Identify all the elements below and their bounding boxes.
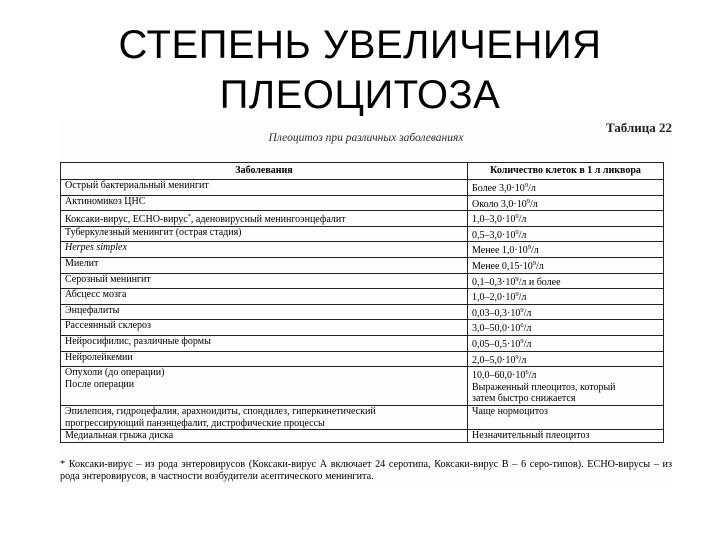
disease-text: Опухоли (до операции) <box>65 367 165 379</box>
value-text: 0,5–3,0·10 <box>472 229 516 241</box>
disease-cell <box>61 335 468 351</box>
disease-text: Актиномикоз ЦНС <box>65 195 146 207</box>
value-cell <box>468 320 664 336</box>
table-header-row <box>61 163 664 180</box>
value-exponent: 9 <box>520 337 524 345</box>
value-unit: /л <box>518 354 527 366</box>
value-text: 0,05–0,5·10 <box>472 338 521 350</box>
disease-text: Абсцесс мозга <box>65 289 127 301</box>
slide-title-line-2: ПЛЕОЦИТОЗА <box>219 73 501 117</box>
value-exponent: 6 <box>525 369 529 377</box>
value-cell <box>468 257 664 273</box>
value-cell: Чаще нормоцитоз <box>468 405 664 429</box>
value-text: 2,0–5,0·10 <box>472 354 516 366</box>
value-exponent: 9 <box>520 306 524 314</box>
disease-text: Коксаки-вирус, ECHO-вирус <box>65 214 188 226</box>
table-number: Таблица 22 <box>605 120 672 135</box>
disease-cell: Медиальная грыжа диска <box>61 430 468 443</box>
value-exponent: 9 <box>515 213 519 221</box>
value-text: затем быстро снижается <box>472 393 576 405</box>
value-cell <box>468 180 664 196</box>
table-caption: Плеоцитоз при различных заболеваниях <box>268 132 464 144</box>
table-row <box>61 211 664 227</box>
disease-text: Острый бактериальный менингит <box>65 180 209 191</box>
value-text: 10,0–60,0·10 <box>472 370 526 382</box>
table-row <box>61 273 664 289</box>
value-text: Выраженный плеоцитоз, который <box>472 381 616 393</box>
value-text: 3,0–50,0·10 <box>472 323 521 335</box>
header-diseases: Заболевания <box>61 163 468 180</box>
disease-cell <box>61 289 468 305</box>
value-text: Менее 0,15·10 <box>472 260 533 272</box>
footnote-marker: * <box>187 213 191 221</box>
disease-text: Рассеянный склероз <box>65 320 151 332</box>
value-exponent: 9 <box>532 259 537 267</box>
value-exponent: 9 <box>515 291 519 299</box>
table-row-tumors <box>61 367 664 406</box>
table-row <box>61 304 664 320</box>
table-row <box>61 289 664 305</box>
value-unit: /л <box>528 370 537 382</box>
disease-text: Herpes simplex <box>65 242 127 254</box>
disease-cell <box>61 180 468 196</box>
disease-cell <box>61 195 468 211</box>
value-text: Менее 1,0·10 <box>472 245 528 257</box>
value-exponent: 9 <box>527 244 532 252</box>
value-cell <box>468 195 664 211</box>
disease-text: Туберкулезный менингит (острая стадия) <box>65 226 242 238</box>
value-cell <box>468 273 664 289</box>
disease-cell <box>61 367 468 406</box>
value-unit: /л <box>536 260 544 272</box>
disease-cell <box>61 320 468 336</box>
table-row <box>61 320 664 336</box>
value-unit: /л <box>531 245 539 257</box>
value-unit: /л <box>523 338 532 350</box>
table-row <box>61 242 664 258</box>
slide-title-line-1: СТЕПЕНЬ УВЕЛИЧЕНИЯ <box>118 23 602 67</box>
disease-text: Эпилепсия, гидроцефалия, арахноидиты, спондилез, гиперкинетический <box>65 405 376 417</box>
value-unit: /л <box>523 307 532 319</box>
disease-text: Нейролейкемии <box>65 351 133 363</box>
value-cell <box>468 242 664 258</box>
disease-cell <box>61 226 468 242</box>
value-text: Около 3,0·10 <box>472 198 527 210</box>
table-row <box>61 180 664 196</box>
disease-cell <box>61 304 468 320</box>
value-unit: /л <box>528 183 536 194</box>
table-row-epilepsy <box>61 405 664 429</box>
disease-text: Энцефалиты <box>65 304 120 316</box>
disease-text: , аденовирусный менингоэнцефалит <box>190 214 346 226</box>
value-unit: /л <box>518 292 527 304</box>
value-exponent: 9 <box>515 353 519 361</box>
table-row <box>61 257 664 273</box>
table-footnote: * Коксаки-вирус – из рода энтеровирусов (Коксаки-вирус А включает 24 серотипа, Коксаки-вирус В – 6 серо-типов). ECHO-вирусы – из рода энтеровирусов, в частности возбудители асептического менингита. <box>60 459 672 482</box>
value-text: 1,0–3,0·10 <box>472 214 516 226</box>
disease-cell <box>61 211 468 227</box>
value-text: Более 3,0·10 <box>472 183 525 194</box>
value-cell <box>468 304 664 320</box>
value-text: 0,1–0,3·10 <box>472 276 516 288</box>
value-exponent: 9 <box>524 182 529 189</box>
value-text: 1,0–2,0·10 <box>472 292 516 304</box>
pleocytosis-table <box>60 162 664 443</box>
value-cell <box>468 211 664 227</box>
value-exponent: 6 <box>520 322 524 330</box>
value-cell <box>468 335 664 351</box>
value-unit: /л <box>530 198 538 210</box>
table-row <box>61 195 664 211</box>
value-unit: /л и более <box>518 276 561 288</box>
table-row <box>61 351 664 367</box>
value-cell <box>468 351 664 367</box>
disease-cell <box>61 351 468 367</box>
scanned-table-image <box>60 120 672 482</box>
value-exponent: 9 <box>515 275 519 283</box>
value-exponent: 9 <box>526 197 531 205</box>
value-cell <box>468 367 664 406</box>
value-unit: /л <box>518 229 527 241</box>
disease-cell <box>61 405 468 429</box>
disease-text: прогрессирующий панэнцефалит, дистрофические процессы <box>65 417 325 429</box>
disease-cell <box>61 242 468 258</box>
table-row-disc-hernia <box>61 430 664 443</box>
value-unit: /л <box>518 214 527 226</box>
disease-text: Миелит <box>65 257 99 269</box>
value-unit: /л <box>523 323 532 335</box>
disease-text: Серозный менингит <box>65 273 151 285</box>
disease-text: Нейросифилис, различные формы <box>65 335 211 347</box>
value-exponent: 9 <box>515 228 519 236</box>
value-cell <box>468 226 664 242</box>
disease-cell <box>61 273 468 289</box>
table-row <box>61 335 664 351</box>
header-cell-count: Количество клеток в 1 л ликвора <box>468 163 664 180</box>
table-row <box>61 226 664 242</box>
value-cell: Незначительный плеоцитоз <box>468 430 664 443</box>
disease-text: После операции <box>65 378 135 390</box>
value-text: 0,03–0,3·10 <box>472 307 521 319</box>
slide-title <box>0 20 720 120</box>
value-cell <box>468 289 664 305</box>
disease-cell <box>61 257 468 273</box>
